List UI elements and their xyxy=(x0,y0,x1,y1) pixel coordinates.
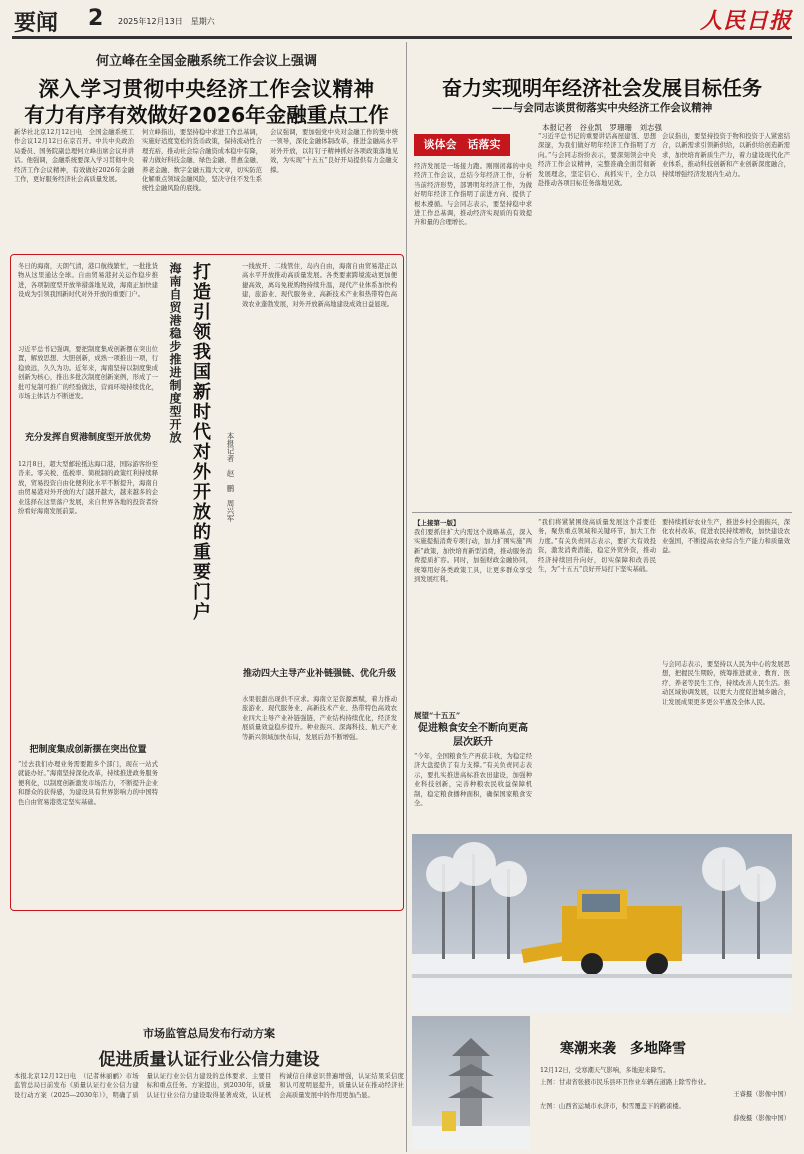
lead-body-col1: 新华社北京12月12日电 全国金融系统工作会议12月12日在京召开。中共中央政治局委员、国务院副总理何立峰出席会议并讲话。他强调，金融系统要深入学习贯彻中央经济工作会议精神，有效做好2026年金融工作，更好服务经济社会高质量发展。 xyxy=(14,129,134,184)
right-body5: 我们要抓住扩大内需这个战略基点，深入实施提振消费专项行动，加力扩围实施“两新”政策，加快培育新型消费，推动服务消费提质扩容。同时，加强财政金融协同，统筹用好各类政策工具，让更多群众享受到发展红利。 xyxy=(414,529,532,584)
snow-scene-illustration xyxy=(412,834,792,1014)
right-body1: 经济发展是一场接力跑。刚刚闭幕的中央经济工作会议，总结今年经济工作，分析当前经济形势，部署明年经济工作，为做好明年经济工作指明了前进方向、提供了根本遵循。与会同志表示，要坚持稳中求进工作总基调，推动经济实现质的有效提升和量的合理增长。 xyxy=(414,163,532,227)
right-mid-rule xyxy=(412,512,792,513)
bottom-left-kicker: 市场监管总局发布行动方案 xyxy=(143,1027,275,1040)
right-heading-label: 展望“十五五” xyxy=(414,711,461,720)
lead-body-col2: 何立峰指出，要坚持稳中求进工作总基调，实施好适度宽松的货币政策，保持流动性合理充裕，推动社会综合融资成本稳中有降，着力做好科技金融、绿色金融、普惠金融、养老金融、数字金融五篇大文章，切实防范化解重点领域金融风险，坚决守住不发生系统性金融风险的底线。 xyxy=(142,129,262,193)
photo-credit-3: 左图：山西省运城市永济市，积雪覆盖下的鹳雀楼。 xyxy=(540,1103,685,1110)
right-subtitle: ——与会同志谈贯彻落实中央经济工作会议精神 xyxy=(491,102,713,114)
photo-caption: 12月12日，受寒潮天气影响，多地迎来降雪。 xyxy=(540,1067,670,1074)
feature-intro: 冬日的海南，天朗气清，港口航线繁忙，一批批货物从这里通达全球。自由贸易港封关运作稳步推进，各项制度型开放举措落地见效，海南正加快建设成为引领我国新时代对外开放的重要门户。 xyxy=(18,263,158,299)
right-heading: 促进粮食安全不断向更高层次跃升 xyxy=(418,723,528,748)
right-byline: 本报记者 谷业凯 罗珊珊 刘志强 xyxy=(542,123,662,132)
right-body4: “我们将紧紧围绕高质量发展这个首要任务，聚焦重点领域和关键环节，加大工作力度。”有关负责同志表示，要扩大有效投资，激发消费潜能，稳定外贸外资，推动经济持续回升向好，切实保障和改善民生，为“十五五”良好开局打下坚实基础。 xyxy=(538,519,656,574)
lead-title-line1: 深入学习贯彻中央经济工作会议精神 xyxy=(38,77,375,101)
column-divider xyxy=(406,42,407,1152)
right-title: 奋力实现明年经济社会发展目标任务 xyxy=(442,76,762,100)
feature-body3: 一线放开、二线管住、岛内自由，海南自由贸易港正以高水平开放推动高质量发展。各类要素跨境流动更加便捷高效，离岛免税购物持续升温，现代产业体系加快构建，旅游业、现代服务业、高新技术产业和热带特色高效农业蓬勃发展，对外开放新高地建设成效日益显现。 xyxy=(242,263,397,308)
bottom-left-title: 促进质量认证行业公信力建设 xyxy=(98,1050,320,1070)
photo-credit-2: 王睿摄（影像中国） xyxy=(733,1091,790,1098)
feature-byline-vertical: 本报记者 赵 鹏 周兴军 xyxy=(226,432,235,522)
feature-body5: “过去我们办理业务需要跑多个部门，现在一站式就能办好。”海南坚持深化改革，持续推进政务服务便利化，以制度创新激发市场活力，不断提升企业和群众的获得感，为建设具有世界影响力的中国特色自由贸易港奠定坚实基础。 xyxy=(18,761,158,806)
right-body2: “习近平总书记的重要讲话高屋建瓴、思想深邃，为我们做好明年经济工作指明了方向。”与会同志纷纷表示，要深刻领会中央经济工作会议精神，完整准确全面贯彻新发展理念，坚定信心、真抓实干，全力以赴推动各项目标任务落地见效。 xyxy=(538,133,656,188)
snow-photo xyxy=(412,834,792,1014)
feature-body1: 习近平总书记强调，要把制度集成创新摆在突出位置，解放思想、大胆创新，成熟一项推出一项，行稳致远，久久为功。近年来，海南坚持以制度集成创新为核心，推出多批次制度创新案例，形成了一批可复制可推广的经验做法，营商环境持续优化，市场主体活力不断迸发。 xyxy=(18,346,158,401)
photo-credit-1: 上图：甘肃省张掖市民乐县环卫作业车辆在道路上除雪作业。 xyxy=(540,1079,711,1086)
bottom-left-body: 本报北京12月12日电 （记者林丽鹂）市场监管总局日前发布《质量认证行业公信力建设行动方案（2025—2030年）》，明确了质量认证行业公信力建设的总体要求、主要目标和重点任务。方案提出，到2030年，质量认证行业公信力建设取得显著成效，认证机构诚信自律意识普遍增强，认证结果采信度和认可度明显提升，质量认证在推动经济社会高质量发展中的作用更加凸显。 xyxy=(14,1073,404,1099)
lead-kicker: 何立峰在全国金融系统工作会议上强调 xyxy=(95,54,317,69)
feature-title-vertical: 打造引领我国新时代对外开放的重要门户 xyxy=(190,262,211,622)
right-body7: 要持续抓好农业生产，推进乡村全面振兴，深化农村改革，促进农民持续增收，加快建设农业强国，不断提高农业综合生产能力和质量效益。 xyxy=(662,519,790,555)
header-rule xyxy=(12,36,792,39)
feature-heading1: 充分发挥自贸港制度型开放优势 xyxy=(24,433,151,443)
pagoda-photo xyxy=(412,1016,530,1150)
pagoda-illustration xyxy=(412,1016,530,1150)
header-date: 2025年12月13日 星期六 xyxy=(118,17,215,26)
lead-body-col3: 会议强调，要加强党中央对金融工作的集中统一领导，深化金融体制改革，推进金融高水平对外开放，以钉钉子精神抓好各项政策落地见效，为实现“十五五”良好开局提供有力金融支撑。 xyxy=(270,129,398,174)
photo-title: 寒潮来袭 多地降雪 xyxy=(560,1041,686,1057)
photo-credit-4: 薛俊摄（影像中国） xyxy=(733,1115,790,1122)
feature-heading3: 把制度集成创新摆在突出位置 xyxy=(29,745,147,755)
right-body6: “今年，全国粮食生产再获丰收，为稳定经济大盘提供了有力支撑。”有关负责同志表示，要扎实推进高标准农田建设，加强种业科技创新，完善种粮农民收益保障机制，稳定粮食播种面积，确保国家粮食安全。 xyxy=(414,753,532,808)
header-section-label: 要闻 xyxy=(14,11,59,36)
right-section-tag: 【上接第一版】 xyxy=(414,519,460,527)
right-body8: 与会同志表示，要坚持以人民为中心的发展思想，把握民生期盼，统筹推进就业、教育、医疗、养老等民生工作，持续改善人民生活。推动区域协调发展，以更大力度促进城乡融合，让发展成果更多更公平惠及全体人民。 xyxy=(662,661,790,706)
feature-subtitle-vertical: 海南自贸港稳步推进制度型开放 xyxy=(168,262,182,444)
feature-heading2: 推动四大主导产业补链强链、优化升级 xyxy=(242,669,396,679)
lead-title-line2: 有力有序有效做好2026年金融重点工作 xyxy=(24,103,389,127)
feature-body4: 水果很甜出现供不应求。海南立足资源禀赋，着力推动旅游业、现代服务业、高新技术产业、热带特色高效农业四大主导产业补链强链，产业结构持续优化，经济发展质量效益稳步提升。种业振兴、深海科技、航天产业等新兴领域加快布局，发展后劲不断增强。 xyxy=(242,696,397,741)
feature-body2: 12月8日，超大型邮轮抵达海口港，国际游客纷至沓来。零关税、低税率、简税制的政策红利持续释放，贸易投资自由化便利化水平不断提升，海南自由贸易港对外开放的大门越开越大，越来越多的企业选择在这里落户发展，来自世界各地的投资者纷纷看好海南发展前景。 xyxy=(18,461,158,516)
masthead-logo: 人民日报 xyxy=(700,8,793,34)
page-number: 2 xyxy=(88,6,104,31)
column-label-badge: 谈体会 话落实 xyxy=(414,134,510,156)
right-body3: 会议指出，要坚持投资于物和投资于人紧密结合，以新需求引领新供给，以新供给创造新需求，加快培育新质生产力，着力建设现代化产业体系，推动科技创新和产业创新深度融合，持续增强经济发展内生动力。 xyxy=(662,133,790,178)
